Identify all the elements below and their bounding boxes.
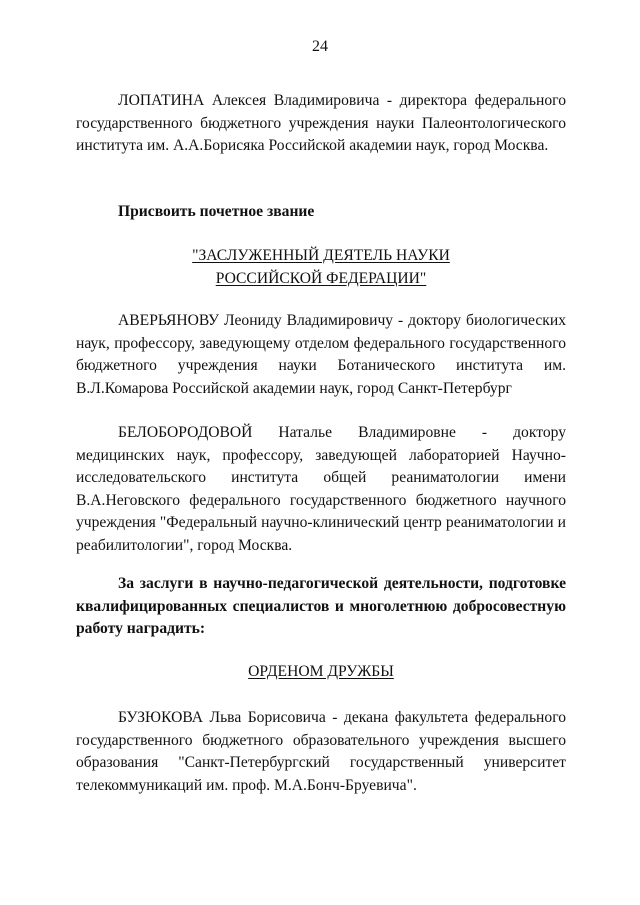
paragraph-text: АВЕРЬЯНОВУ Леониду Владимировичу - доктору биологических наук, профессору, заведующему отделом федерального государственного бюджетного учреждения науки Ботанического института им. В.Л.Комарова Российской академии наук, город Санкт-Петербург (76, 312, 566, 397)
heading-line-1: "ЗАСЛУЖЕННЫЙ ДЕЯТЕЛЬ НАУКИ (192, 247, 450, 264)
paragraph-text: БЕЛОБОРОДОВОЙ Наталье Владимировне - доктору медицинских наук, профессору, заведующей лабораторией Научно-исследовательского института общей реаниматологии имени В.А.Неговского федерального государственного бюджетного научного учреждения "Федеральный научно-клинический центр реаниматологии и реабилитологии", город Москва. (76, 424, 566, 554)
paragraph-text: БУЗЮКОВА Льва Борисовича - декана факультета федерального государственного бюджетного образовательного учреждения высшего образования "Санкт-Петербургский государственный университет телекоммуникаций им. проф. М.А.Бонч-Бруевича". (76, 709, 566, 794)
paragraph-beloborodova (76, 422, 566, 558)
page-number: 24 (312, 38, 328, 55)
honorary-title-heading (76, 245, 566, 290)
paragraph-lopatin (76, 90, 566, 158)
order-heading-line: ОРДЕНОМ ДРУЖБЫ (248, 663, 394, 680)
paragraph-confer-title (76, 201, 566, 224)
paragraph-award-intro (76, 573, 566, 641)
heading-line-2: РОССИЙСКОЙ ФЕДЕРАЦИИ" (215, 269, 427, 287)
order-heading (76, 661, 566, 684)
confer-title-text: Присвоить почетное звание (118, 203, 315, 220)
paragraph-averyanov (76, 310, 566, 400)
paragraph-buzyukov (76, 707, 566, 797)
award-intro-text: За заслуги в научно-педагогической деятельности, подготовке квалифицированных специалистов и многолетнюю добросовестную работу наградить: (76, 575, 566, 638)
paragraph-text: ЛОПАТИНА Алексея Владимировича - директора федерального государственного бюджетного учреждения науки Палеонтологического института им. А.А.Борисяка Российской академии наук, город Москва. (76, 92, 566, 155)
